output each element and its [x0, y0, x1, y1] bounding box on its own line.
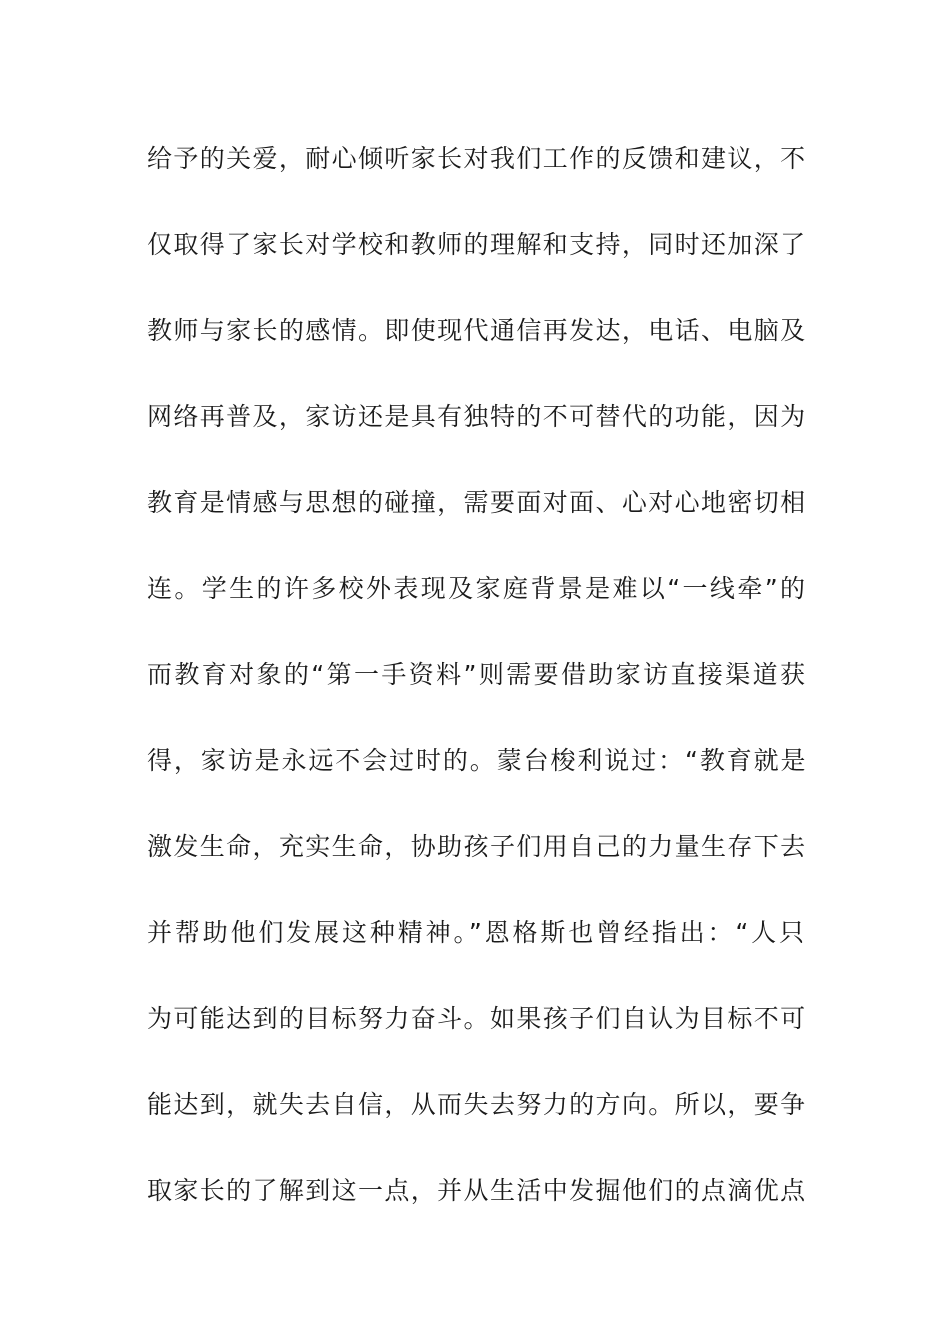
text-line: 教师与家长的感情。即使现代通信再发达，电话、电脑及 [147, 316, 807, 345]
text-line: 为可能达到的目标努力奋斗。如果孩子们自认为目标不可 [147, 1004, 807, 1033]
text-line: 仅取得了家长对学校和教师的理解和支持，同时还加深了 [147, 230, 807, 259]
text-line: 激发生命，充实生命，协助孩子们用自己的力量生存下去 [147, 832, 807, 861]
text-line: 而教育对象的“第一手资料”则需要借助家访直接渠道获 [147, 660, 808, 689]
body-paragraph [147, 128, 807, 1246]
text-line: 并帮助他们发展这种精神。”恩格斯也曾经指出：“人只 [147, 918, 807, 947]
text-line: 网络再普及，家访还是具有独特的不可替代的功能，因为 [147, 402, 807, 431]
text-line: 连。学生的许多校外表现及家庭背景是难以“一线牵”的 [147, 574, 808, 603]
text-line: 得，家访是永远不会过时的。蒙台梭利说过：“教育就是 [147, 746, 808, 775]
text-line: 取家长的了解到这一点，并从生活中发掘他们的点滴优点 [147, 1176, 807, 1205]
text-line: 教育是情感与思想的碰撞，需要面对面、心对心地密切相 [147, 488, 807, 517]
text-line: 能达到，就失去自信，从而失去努力的方向。所以，要争 [147, 1090, 807, 1119]
text-line: 给予的关爱，耐心倾听家长对我们工作的反馈和建议，不 [147, 144, 807, 173]
